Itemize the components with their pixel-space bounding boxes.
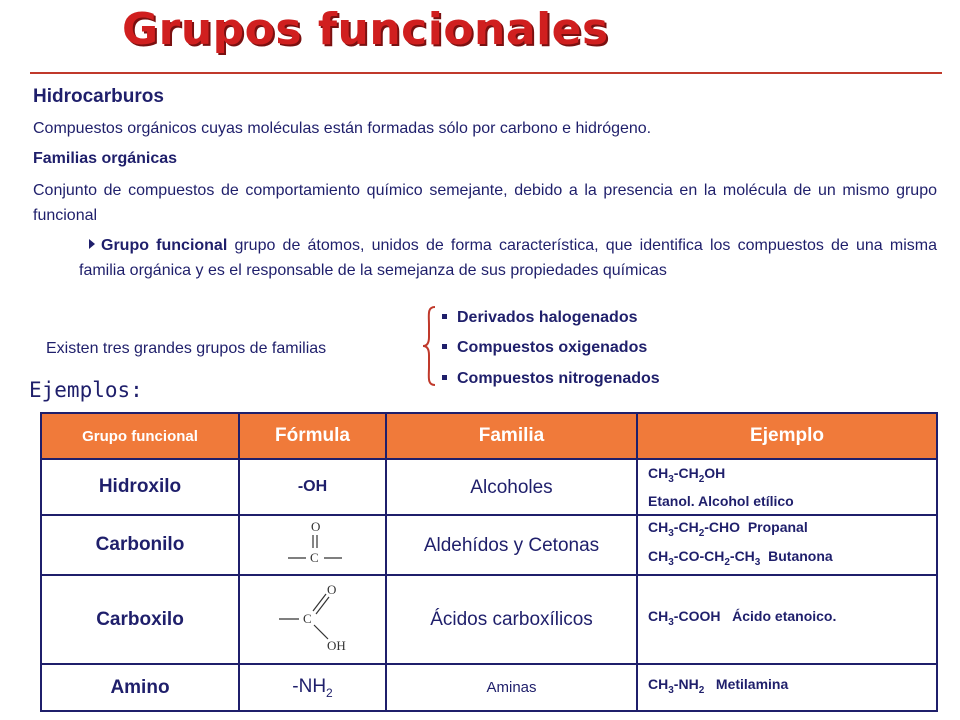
example-line: $CH_3-CH_2$-CHO Propanal — [648, 519, 808, 539]
ejemplos-label: Ejemplos: — [29, 378, 143, 402]
example-line: $CH_3$-COOH Ácido etanoico. — [648, 608, 837, 628]
header-formula: Fórmula — [239, 413, 386, 459]
example-line: $CH_3-NH_2$ Metilamina — [648, 676, 789, 696]
header-ejemplo: Ejemplo — [637, 413, 937, 459]
svg-text:C: C — [309, 549, 319, 565]
table-row — [41, 459, 937, 515]
example-formula: $CH_3-CH_2OH$ — [648, 464, 726, 485]
existen-text: Existen tres grandes grupos de familias — [46, 340, 327, 357]
family-group-item: Compuestos oxigenados — [442, 339, 647, 357]
family-cell: Alcoholes — [386, 459, 637, 515]
table-row — [41, 515, 937, 575]
square-bullet-icon — [442, 344, 447, 349]
svg-text:O: O — [326, 582, 336, 597]
group-cell: Amino — [41, 664, 239, 711]
group-cell: Carbonilo — [41, 515, 239, 575]
familias-text: Conjunto de compuestos de comportamiento químico semejante, debido a la presencia en la molécula de un mismo grupo funcional — [33, 182, 937, 224]
group-cell: Carboxilo — [41, 575, 239, 664]
grupo-funcional-bullet — [79, 233, 937, 283]
table-row — [41, 664, 937, 711]
carboxyl-structure-icon — [273, 579, 353, 655]
grupo-funcional-definition: grupo de átomos, unidos de forma característica, que identifica los compuestos de una misma familia orgánica y es el responsable de la semejanza de sus propiedades químicas — [79, 237, 937, 279]
example-cell — [637, 459, 937, 515]
hidrocarburos-heading: Hidrocarburos — [33, 86, 164, 107]
square-bullet-icon — [442, 375, 447, 380]
title-underline — [30, 72, 942, 74]
hidrocarburos-text: Compuestos orgánicos cuyas moléculas están formadas sólo por carbono e hidrógeno. — [33, 120, 652, 137]
family-group-item: Derivados halogenados — [442, 309, 638, 327]
example-cell — [637, 664, 937, 711]
example-line: $CH_3-CO-CH_2-CH_3$ Butanona — [648, 548, 833, 568]
arrow-right-icon — [89, 239, 95, 249]
familias-heading: Familias orgánicas — [33, 150, 178, 167]
header-grupo-funcional: Grupo funcional — [41, 413, 239, 459]
family-cell: Aldehídos y Cetonas — [386, 515, 637, 575]
table-header-row — [41, 413, 937, 459]
example-name: Etanol. Alcohol etílico — [648, 493, 794, 510]
square-bullet-icon — [442, 314, 447, 319]
table-row — [41, 575, 937, 664]
svg-text:O: O — [310, 518, 320, 534]
curly-brace-icon — [421, 305, 437, 387]
svg-text:OH: OH — [326, 638, 346, 653]
functional-groups-table — [40, 412, 938, 712]
svg-text:C: C — [302, 611, 312, 626]
carbonyl-structure-icon — [278, 518, 348, 568]
example-cell — [637, 515, 937, 575]
formula-cell: -OH — [239, 459, 386, 515]
example-cell — [637, 575, 937, 664]
formula-cell — [239, 575, 386, 664]
formula-cell: $-NH_2$ — [239, 664, 386, 711]
page-title: Grupos funcionales — [122, 4, 609, 55]
family-group-item: Compuestos nitrogenados — [442, 370, 660, 388]
grupo-funcional-term: Grupo funcional — [101, 237, 228, 254]
formula-cell — [239, 515, 386, 575]
group-cell: Hidroxilo — [41, 459, 239, 515]
header-familia: Familia — [386, 413, 637, 459]
family-cell: Ácidos carboxílicos — [386, 575, 637, 664]
family-cell: Aminas — [386, 664, 637, 711]
